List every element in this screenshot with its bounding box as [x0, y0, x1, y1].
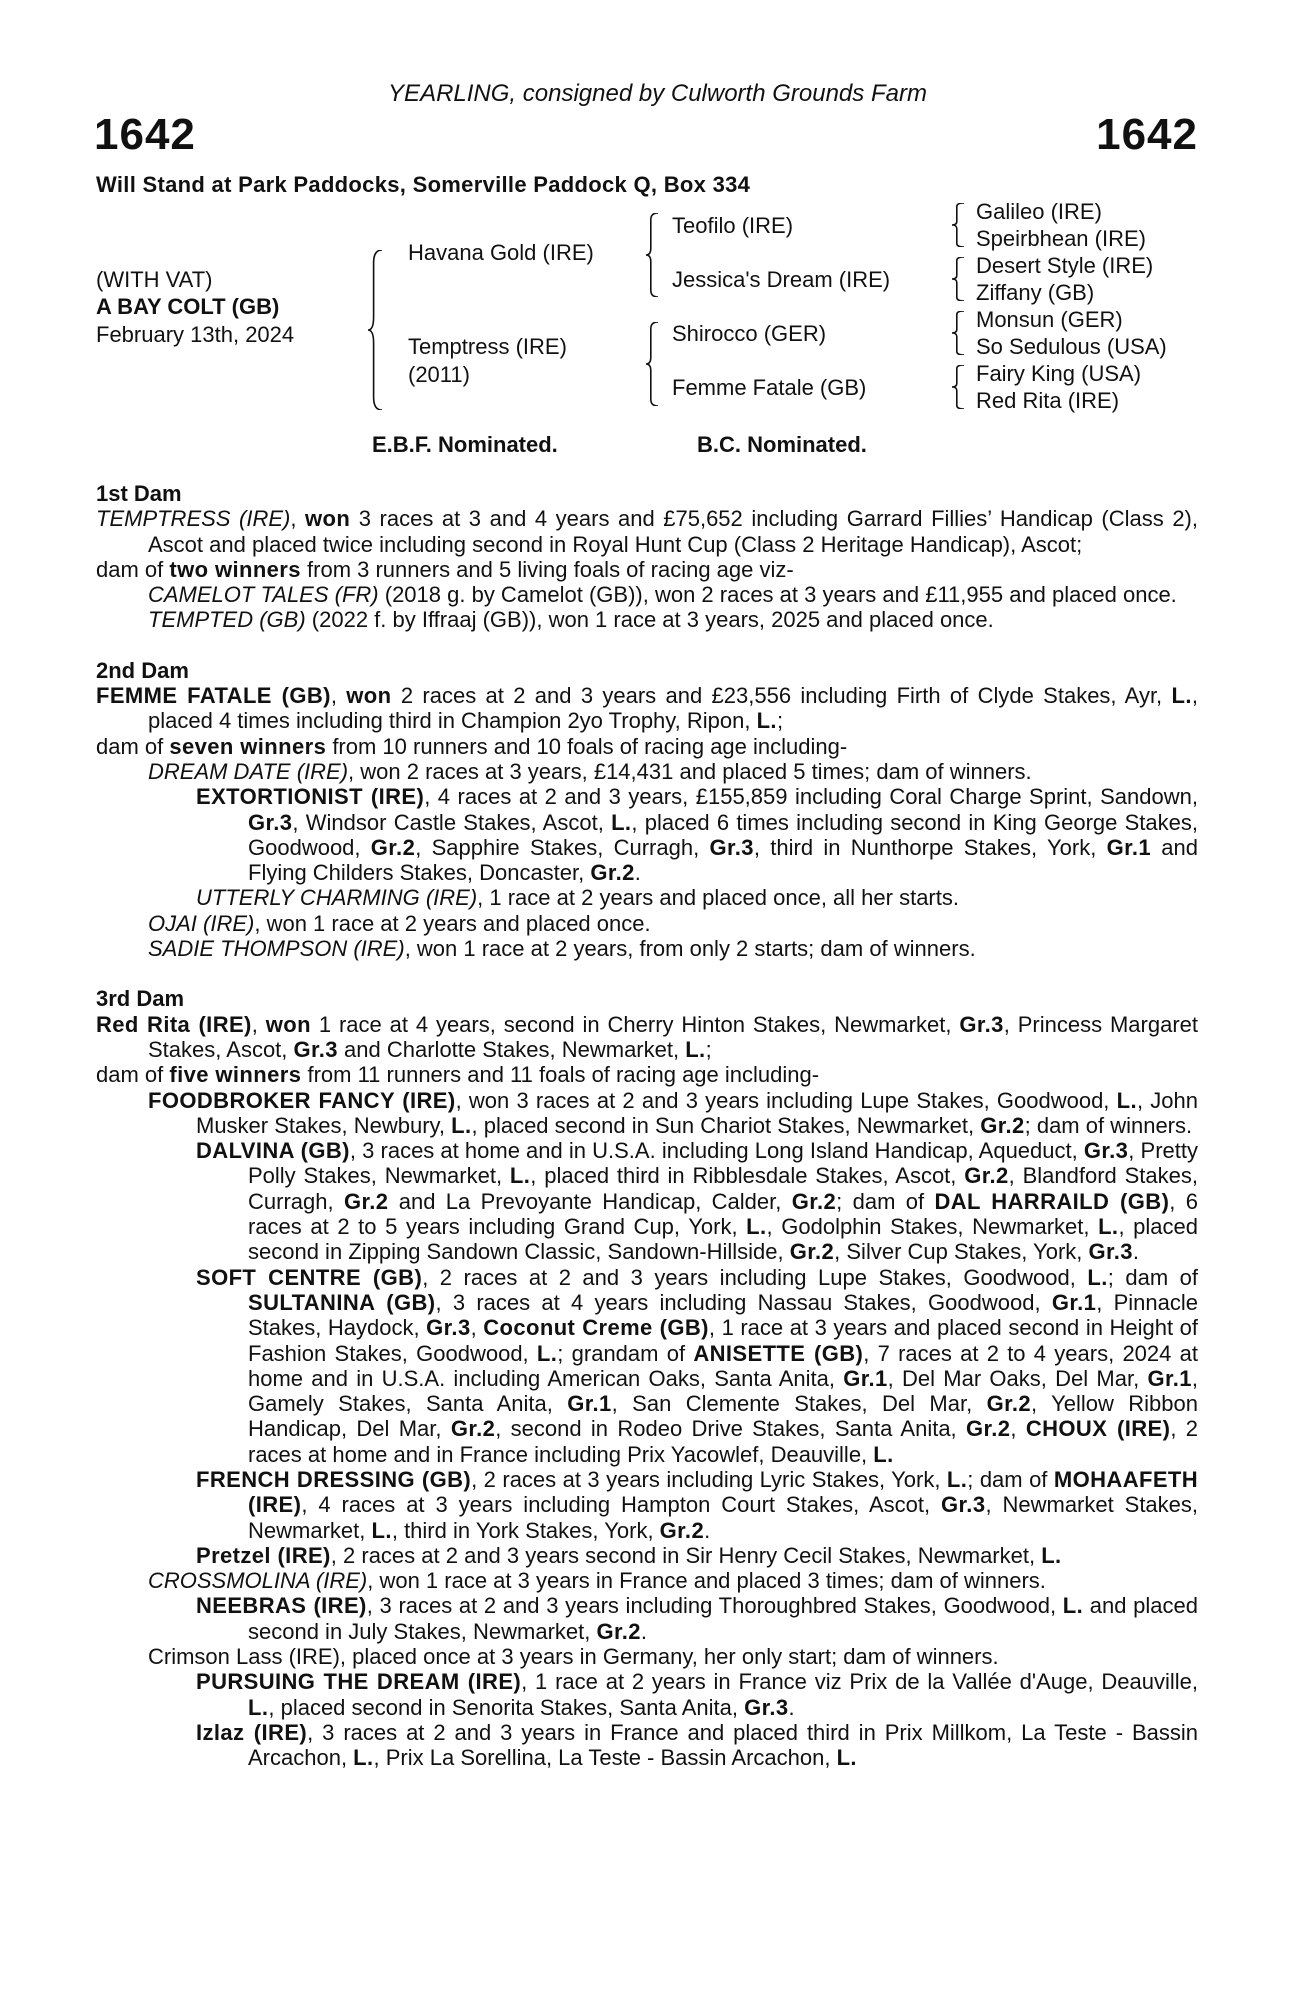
bold-text: L.	[1041, 1542, 1062, 1568]
text: ,	[251, 1011, 266, 1037]
text: ;	[705, 1036, 712, 1062]
text: .	[1132, 1239, 1140, 1265]
bold-text: FRENCH DRESSING (GB)	[196, 1466, 472, 1492]
italic-text: DREAM DATE (IRE)	[148, 758, 349, 784]
bold-text: L.	[836, 1745, 857, 1771]
bold-text: Coconut Creme (GB)	[483, 1315, 709, 1341]
bold-text: L.	[946, 1466, 968, 1492]
text: , Yellow Ribbon Handicap, Del Mar,	[248, 1391, 1198, 1442]
bold-text: two winners	[169, 556, 301, 582]
text: (2022 f. by Iffraaj (GB)), won 1 race at 3 years, 2025 and placed once.	[305, 607, 994, 633]
sire: Havana Gold (IRE)	[408, 240, 594, 265]
bold-text: Izlaz (IRE)	[196, 1719, 308, 1745]
text: , placed second in Zipping Sandown Classic, Sandown-Hillside,	[248, 1214, 1198, 1265]
great-grandparent: Speirbhean (IRE)	[976, 226, 1146, 251]
bold-text: Red Rita (IRE)	[96, 1011, 252, 1037]
section-heading: 3rd Dam	[96, 986, 185, 1012]
bold-text: L.	[1087, 1264, 1108, 1290]
bold-text: L.	[248, 1694, 269, 1720]
pedigree-brace-icon	[952, 203, 964, 247]
text: , third in Nunthorpe Stakes, York,	[753, 834, 1107, 860]
great-grandparent: Ziffany (GB)	[976, 280, 1095, 305]
bold-text: L.	[1116, 1087, 1137, 1113]
text: (2018 g. by Camelot (GB)), won 2 races at 3 years and £11,955 and placed once.	[378, 582, 1177, 608]
bold-text: Gr.2	[450, 1416, 496, 1442]
bold-text: five winners	[169, 1062, 302, 1088]
section-heading: 1st Dam	[96, 481, 182, 506]
text: , Princess Margaret Stakes, Ascot,	[148, 1011, 1198, 1062]
pedigree-brace-icon	[952, 257, 964, 301]
bold-text: seven winners	[169, 733, 327, 759]
bold-text: Gr.3	[293, 1036, 338, 1062]
pedigree-brace-icon	[368, 250, 382, 410]
text: , 2 races at 2 and 3 years including Lupe Stakes, Goodwood,	[422, 1264, 1088, 1290]
granddam-paternal: Jessica's Dream (IRE)	[672, 267, 891, 292]
text: .	[640, 1618, 648, 1644]
text: , Pretty Polly Stakes, Newmarket,	[248, 1138, 1198, 1189]
text: ,	[1010, 1416, 1026, 1442]
text: , 3 races at 2 and 3 years including Thoroughbred Stakes, Goodwood,	[366, 1593, 1063, 1619]
bold-text: Gr.3	[744, 1694, 789, 1720]
text: , won 1 race at 3 years in France and placed 3 times; dam of winners.	[367, 1568, 1046, 1594]
pedigree-entry	[96, 734, 1198, 759]
text: , won 1 race at 2 years and placed once.	[254, 910, 651, 936]
pedigree-entry	[96, 936, 1198, 961]
italic-text: TEMPTRESS (IRE)	[96, 506, 291, 532]
bold-text: L.	[685, 1036, 706, 1062]
bold-text: NEEBRAS (IRE)	[196, 1593, 367, 1619]
bc-nomination: B.C. Nominated.	[697, 432, 867, 457]
grandsire-paternal: Teofilo (IRE)	[672, 213, 794, 238]
italic-text: OJAI (IRE)	[148, 910, 255, 936]
bold-text: Gr.1	[1106, 834, 1152, 860]
text: , 2 races at 2 and 3 years second in Sir Henry Cecil Stakes, Newmarket,	[330, 1542, 1042, 1568]
produce-record	[96, 481, 1198, 1796]
pedigree-brace-icon	[952, 311, 964, 355]
bold-text: L.	[353, 1745, 374, 1771]
text: 2 races at 2 and 3 years and £23,556 including Firth of Clyde Stakes, Ayr,	[391, 683, 1172, 709]
bold-text: Gr.1	[1147, 1365, 1192, 1391]
bold-text: L.	[451, 1112, 472, 1138]
bold-text: Gr.1	[567, 1391, 612, 1417]
text: , Silver Cup Stakes, York,	[834, 1239, 1089, 1265]
bold-text: Pretzel (IRE)	[196, 1542, 331, 1568]
text: , San Clemente Stakes, Del Mar,	[611, 1391, 987, 1417]
italic-text: CAMELOT TALES (FR)	[148, 582, 379, 608]
text: , John Musker Stakes, Newbury,	[196, 1087, 1198, 1138]
bold-text: FEMME FATALE (GB)	[96, 683, 331, 709]
bold-text: L.	[746, 1214, 767, 1240]
text: , Sapphire Stakes, Curragh,	[415, 834, 710, 860]
text: dam of	[96, 1062, 170, 1088]
bold-text: DALVINA (GB)	[196, 1138, 350, 1164]
pedigree-brace-icon	[646, 213, 658, 297]
pedigree-entry	[96, 1467, 1198, 1543]
text: , 4 races at 3 years including Hampton Court Stakes, Ascot,	[301, 1492, 942, 1518]
pedigree-entry	[96, 911, 1198, 936]
pedigree-entry	[96, 1644, 1198, 1669]
italic-text: CROSSMOLINA (IRE)	[148, 1568, 368, 1594]
lot-number-left: 1642	[94, 110, 196, 159]
text: , 1 race at 2 years and placed once, all her starts.	[477, 885, 959, 911]
bold-text: L.	[756, 708, 777, 734]
text: , 3 races at 4 years including Nassau Stakes, Goodwood,	[435, 1289, 1052, 1315]
text: dam of	[96, 556, 170, 582]
bold-text: Gr.2	[964, 1163, 1009, 1189]
text: , Windsor Castle Stakes, Ascot,	[292, 809, 612, 835]
text: , 2 races at home and in France including Prix Yacowlef, Deauville,	[248, 1416, 1199, 1467]
bold-text: Gr.1	[1051, 1289, 1097, 1315]
text: ; grandam of	[557, 1340, 694, 1366]
text: , second in Rodeo Drive Stakes, Santa Anita,	[495, 1416, 966, 1442]
great-grandparent: Galileo (IRE)	[976, 199, 1102, 224]
text: , Gamely Stakes, Santa Anita,	[248, 1365, 1198, 1417]
dam-section	[96, 481, 1198, 633]
text: , 4 races at 2 and 3 years, £155,859 including Coral Charge Sprint, Sandown,	[424, 784, 1198, 810]
text: and placed second in July Stakes, Newmarket,	[248, 1593, 1198, 1644]
bold-text: Gr.3	[426, 1315, 471, 1341]
bold-text: Gr.2	[789, 1239, 835, 1265]
pedigree-entry	[96, 1593, 1198, 1644]
bold-text: L.	[536, 1340, 558, 1366]
text: , 2 races at 3 years including Lyric Stakes, York,	[471, 1466, 947, 1492]
text: , placed third in Ribblesdale Stakes, Ascot,	[530, 1163, 965, 1189]
bold-text: Gr.2	[596, 1618, 641, 1644]
horse-name: A BAY COLT (GB)	[96, 294, 280, 319]
bold-text: L.	[873, 1441, 894, 1467]
pedigree-entry	[96, 557, 1198, 582]
bold-text: ANISETTE (GB)	[693, 1340, 864, 1366]
text: , won 3 races at 2 and 3 years including Lupe Stakes, Goodwood,	[455, 1087, 1117, 1113]
bold-text: Gr.3	[941, 1492, 986, 1518]
text: , Blandford Stakes, Curragh,	[248, 1163, 1198, 1214]
bold-text: won	[305, 506, 351, 532]
grandsire-maternal: Shirocco (GER)	[672, 321, 827, 346]
text: .	[704, 1517, 711, 1543]
text: .	[788, 1694, 795, 1720]
vat-note: (WITH VAT)	[96, 267, 213, 292]
text: , Prix La Sorellina, La Teste - Bassin Arcachon,	[373, 1745, 837, 1771]
pedigree-entry	[96, 1088, 1198, 1139]
dam-year: (2011)	[408, 362, 470, 387]
text: , Newmarket Stakes, Newmarket,	[248, 1492, 1199, 1543]
text: ,	[330, 683, 347, 709]
bold-text: CHOUX (IRE)	[1025, 1416, 1171, 1442]
bold-text: FOODBROKER FANCY (IRE)	[148, 1087, 456, 1113]
pedigree-entry	[96, 1543, 1198, 1568]
bold-text: won	[265, 1011, 311, 1037]
text: , Pinnacle Stakes, Haydock,	[248, 1289, 1198, 1341]
bold-text: Gr.2	[659, 1517, 705, 1543]
text: and La Prevoyante Handicap, Calder,	[388, 1188, 792, 1214]
text: ; dam of winners.	[1024, 1112, 1193, 1138]
bold-text: Gr.3	[959, 1011, 1004, 1037]
bold-text: Gr.3	[248, 809, 293, 835]
bold-text: DAL HARRAILD (GB)	[934, 1188, 1170, 1214]
granddam-maternal: Femme Fatale (GB)	[672, 375, 867, 400]
text: , 6 races at 2 to 5 years including Grand Cup, York,	[248, 1188, 1198, 1240]
text: from 11 runners and 11 foals of racing age including-	[301, 1062, 820, 1088]
pedigree-brace-icon	[646, 322, 658, 406]
ebf-nomination: E.B.F. Nominated.	[372, 432, 558, 457]
bold-text: L.	[1171, 683, 1192, 709]
bold-text: L.	[1098, 1214, 1119, 1240]
great-grandparent: Red Rita (IRE)	[976, 388, 1120, 413]
text: , 7 races at 2 to 4 years, 2024 at home and in U.S.A. including American Oaks, Santa Anita,	[248, 1340, 1198, 1391]
text: from 3 runners and 5 living foals of racing age viz-	[300, 556, 794, 582]
bold-text: Gr.2	[370, 834, 416, 860]
bold-text: Gr.3	[1088, 1239, 1133, 1265]
text: , placed 4 times including third in Champion 2yo Trophy, Ripon,	[148, 683, 1198, 734]
bold-text: Gr.2	[980, 1112, 1025, 1138]
text: ; dam of	[1107, 1264, 1198, 1290]
text: ,	[470, 1315, 484, 1341]
pedigree-entry	[96, 1012, 1198, 1063]
text: ; dam of	[967, 1466, 1054, 1492]
bold-text: Gr.2	[965, 1416, 1011, 1442]
pedigree-entry	[96, 683, 1198, 734]
pedigree-entry	[96, 1720, 1198, 1771]
great-grandparent: Monsun (GER)	[976, 307, 1123, 332]
bold-text: won	[346, 683, 392, 709]
pedigree-entry	[96, 1669, 1198, 1720]
pedigree-entry	[96, 1138, 1198, 1264]
text: from 10 runners and 10 foals of racing age including-	[326, 733, 848, 759]
pedigree-entry	[96, 1568, 1198, 1593]
text: and Charlotte Stakes, Newmarket,	[337, 1036, 686, 1062]
pedigree-entry	[96, 885, 1198, 910]
text: , 1 race at 2 years in France viz Prix de la Vallée d'Auge, Deauville,	[521, 1669, 1198, 1695]
dam-section	[96, 658, 1198, 962]
dam-section	[96, 986, 1198, 1770]
bold-text: Gr.2	[343, 1188, 389, 1214]
pedigree-entry	[96, 582, 1198, 607]
text: ;	[776, 708, 784, 734]
text: Crimson Lass (IRE), placed once at 3 years in Germany, her only start; dam of winners.	[148, 1644, 999, 1670]
bold-text: L.	[371, 1517, 392, 1543]
section-heading: 2nd Dam	[96, 657, 189, 683]
bold-text: L.	[1062, 1593, 1084, 1619]
text: ,	[290, 506, 306, 532]
text: 1 race at 4 years, second in Cherry Hinton Stakes, Newmarket,	[310, 1011, 960, 1037]
pedigree-entry	[96, 506, 1198, 557]
great-grandparent: Desert Style (IRE)	[976, 253, 1154, 278]
pedigree-entry	[96, 1062, 1198, 1087]
bold-text: EXTORTIONIST (IRE)	[196, 784, 425, 810]
pedigree-entry	[96, 784, 1198, 885]
bold-text: L.	[509, 1163, 531, 1189]
italic-text: UTTERLY CHARMING (IRE)	[196, 885, 478, 911]
text: , 3 races at home and in U.S.A. including Long Island Handicap, Aqueduct,	[349, 1138, 1084, 1164]
text: , placed second in Sun Chariot Stakes, Newmarket,	[471, 1112, 981, 1138]
text: , 3 races at 2 and 3 years in France and placed third in Prix Millkom, La Teste - Bassin Arcachon,	[248, 1719, 1198, 1771]
stabling-location: Will Stand at Park Paddocks, Somerville Paddock Q, Box 334	[96, 172, 751, 197]
consignment-line: YEARLING, consigned by Culworth Grounds Farm	[388, 80, 927, 107]
text: , Del Mar Oaks, Del Mar,	[887, 1365, 1148, 1391]
bold-text: SOFT CENTRE (GB)	[196, 1264, 423, 1290]
bold-text: Gr.1	[843, 1365, 888, 1391]
text: dam of	[96, 733, 170, 759]
text: .	[634, 860, 641, 886]
bold-text: Gr.3	[1083, 1138, 1129, 1164]
text: , won 1 race at 2 years, from only 2 starts; dam of winners.	[404, 936, 976, 962]
dam: Temptress (IRE)	[408, 334, 567, 359]
great-grandparent: Fairy King (USA)	[976, 361, 1142, 386]
text: , won 2 races at 3 years, £14,431 and placed 5 times; dam of winners.	[348, 758, 1032, 784]
bold-text: Gr.2	[986, 1391, 1031, 1417]
text: , 1 race at 3 years and placed second in Height of Fashion Stakes, Goodwood,	[248, 1315, 1198, 1366]
italic-text: TEMPTED (GB)	[148, 607, 306, 633]
great-grandparent: So Sedulous (USA)	[976, 334, 1167, 359]
bold-text: MOHAAFETH (IRE)	[248, 1466, 1199, 1518]
text: , placed second in Senorita Stakes, Santa Anita,	[268, 1694, 745, 1720]
text: ; dam of	[836, 1188, 935, 1214]
lot-number-right: 1642	[1096, 110, 1198, 159]
bold-text: SULTANINA (GB)	[248, 1289, 436, 1315]
bold-text: L.	[611, 809, 632, 835]
text: 3 races at 3 and 4 years and £75,652 including Garrard Fillies’ Handicap (Class 2), Ascot and placed twice including second in Royal Hunt Cup (Class 2 Heritage Handicap), Ascot;	[148, 506, 1198, 557]
italic-text: SADIE THOMPSON (IRE)	[148, 936, 405, 962]
pedigree-entry	[96, 1265, 1198, 1467]
pedigree-entry	[96, 759, 1198, 784]
pedigree-entry	[96, 607, 1198, 632]
bold-text: PURSUING THE DREAM (IRE)	[196, 1669, 522, 1695]
bold-text: Gr.2	[590, 860, 635, 886]
bold-text: Gr.3	[709, 834, 754, 860]
bold-text: Gr.2	[791, 1188, 837, 1214]
foaling-date: February 13th, 2024	[96, 322, 295, 347]
text: , third in York Stakes, York,	[391, 1517, 660, 1543]
pedigree-brace-icon	[952, 365, 964, 409]
text: and Flying Childers Stakes, Doncaster,	[248, 834, 1198, 886]
text: , Godolphin Stakes, Newmarket,	[766, 1214, 1099, 1240]
text: , placed 6 times including second in King George Stakes, Goodwood,	[248, 809, 1198, 860]
